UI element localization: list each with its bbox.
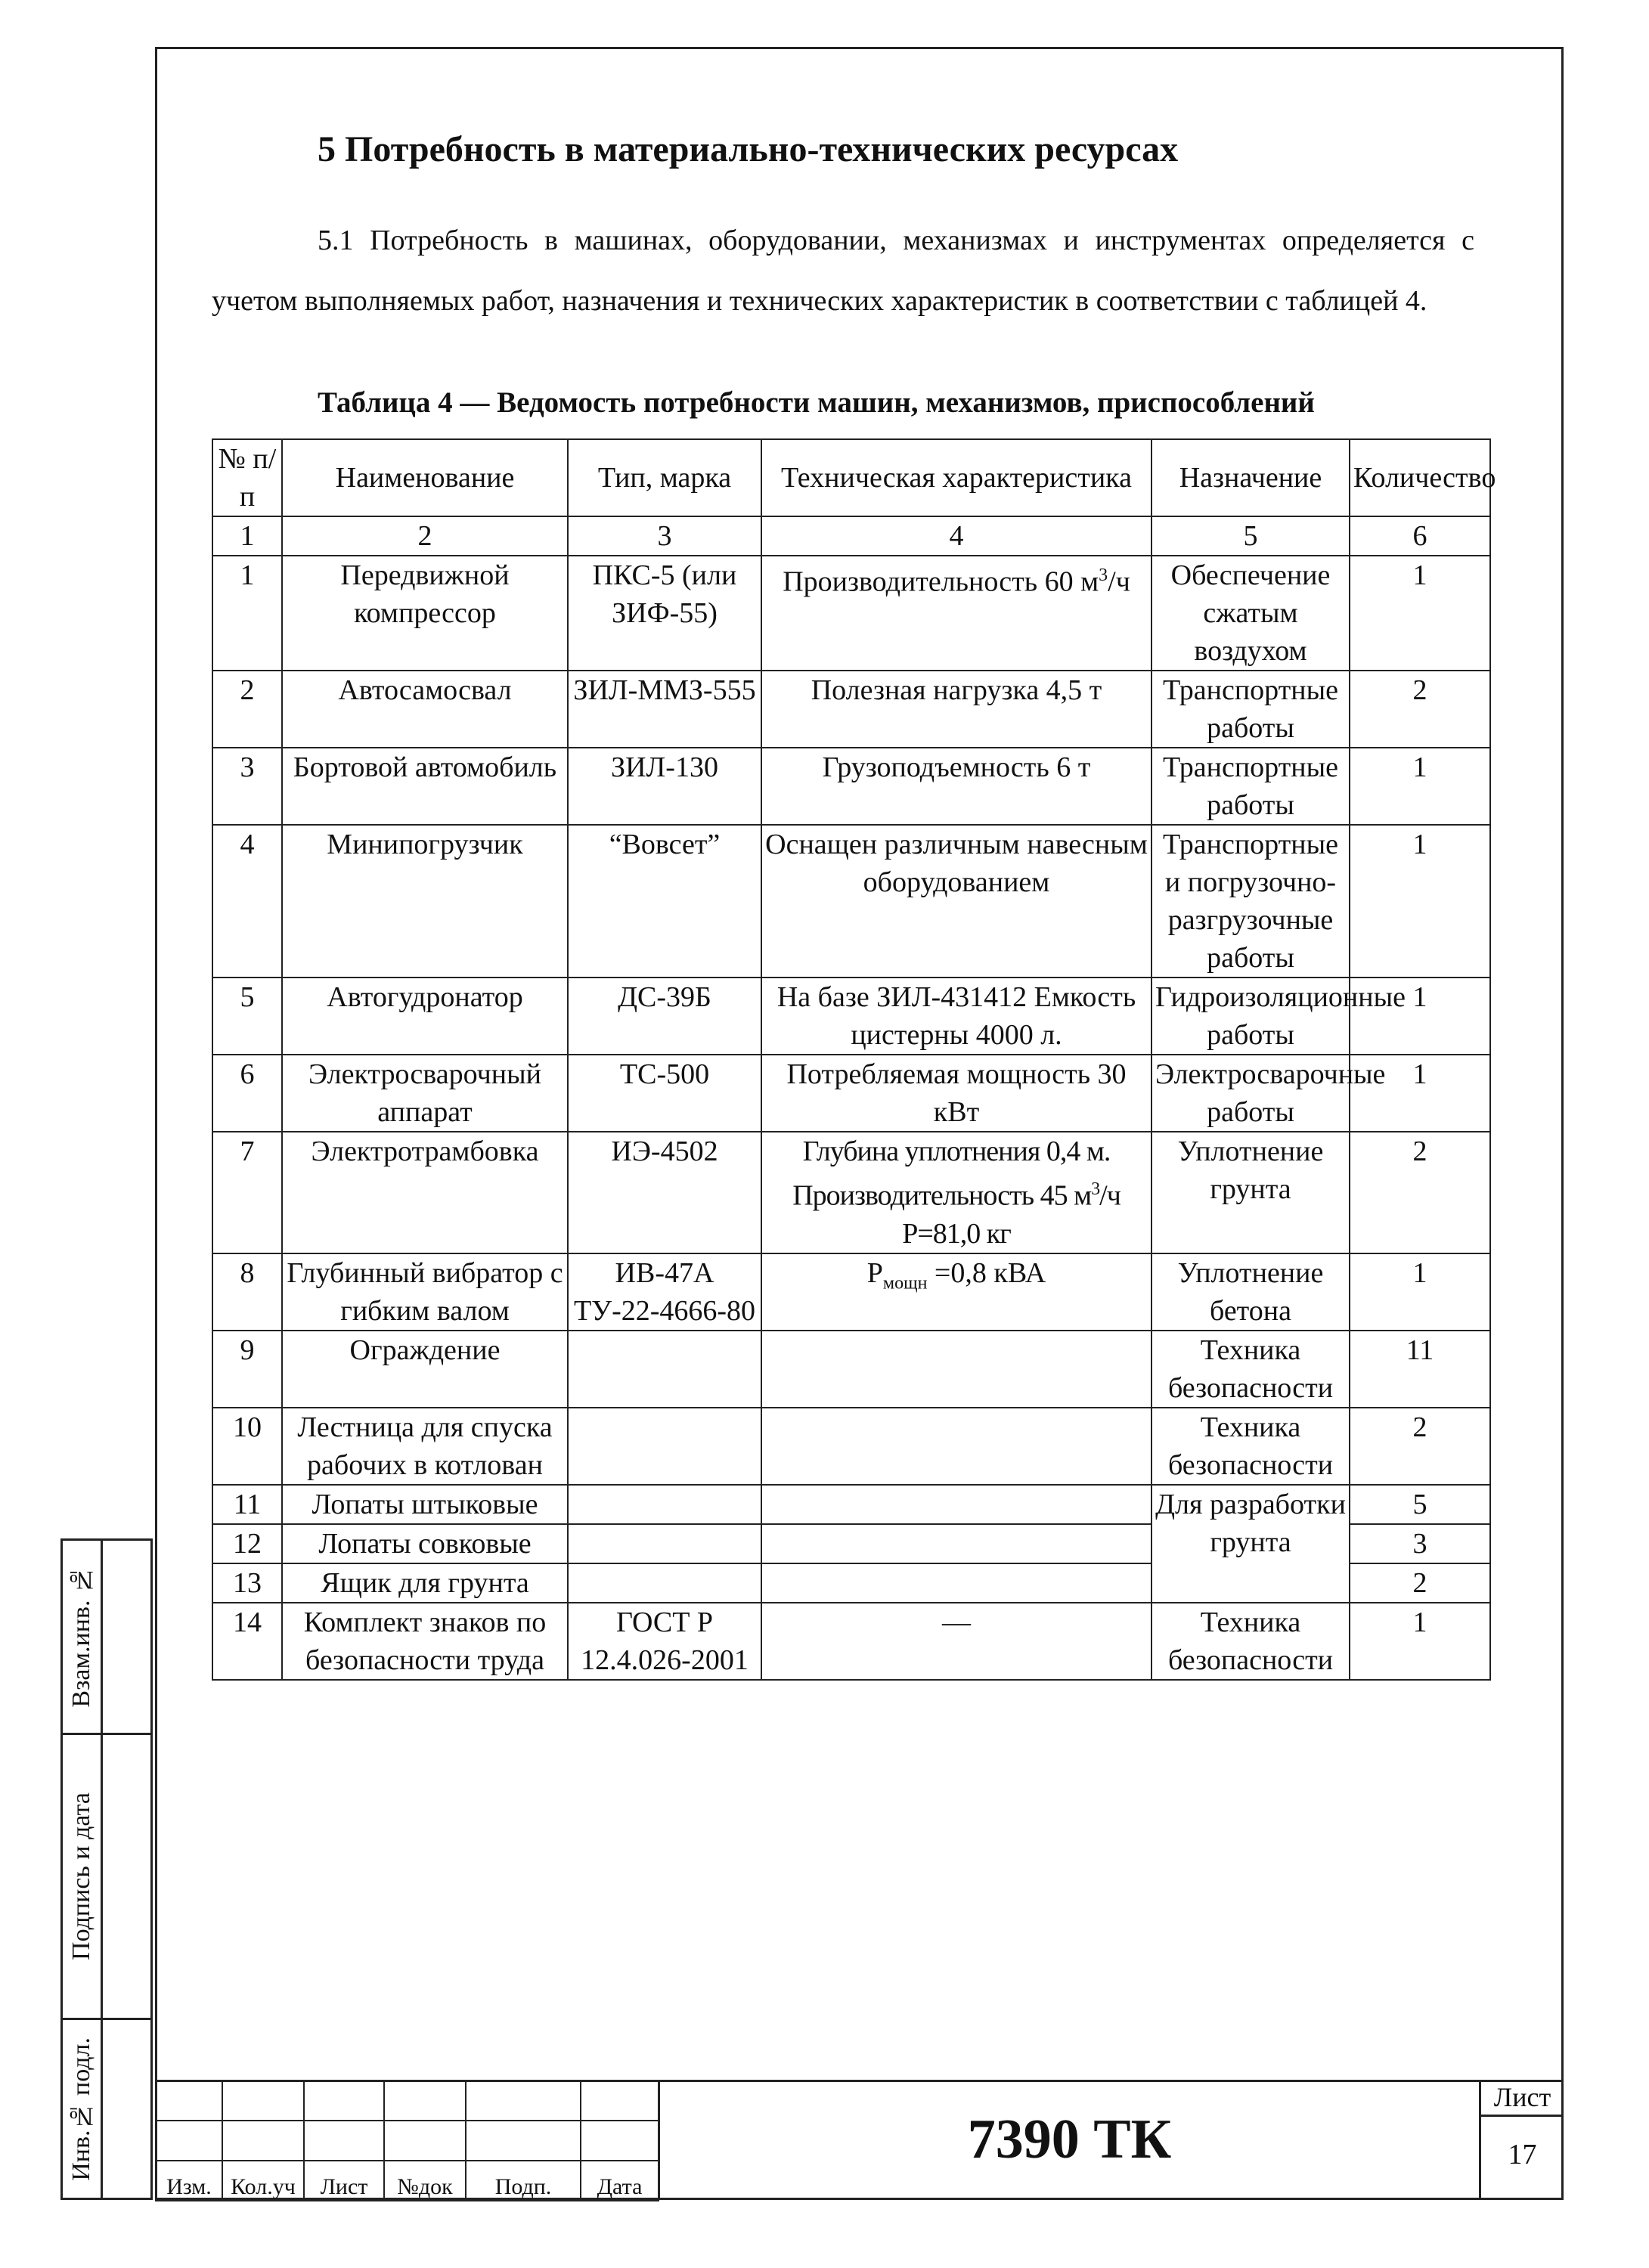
group-purpose: Для разработки грунта xyxy=(1152,1485,1350,1603)
resources-table xyxy=(212,438,1496,1681)
row-number: 10 xyxy=(212,1408,282,1485)
row-number: 9 xyxy=(212,1331,282,1408)
row-quantity: 3 xyxy=(1350,1524,1490,1563)
row-spec: Производительность 60 $м^3/ч$ xyxy=(761,556,1152,671)
row-purpose: Гидроизоляционные работы xyxy=(1152,978,1350,1055)
row-purpose: Транспортные работы xyxy=(1152,671,1350,748)
row-purpose: Электросварочные работы xyxy=(1152,1055,1350,1132)
row-spec: Оснащен различным навесным оборудованием xyxy=(761,825,1152,978)
row-type: ЗИЛ-130 xyxy=(568,748,761,825)
column-number: 4 xyxy=(761,516,1152,556)
sheet-number: 17 xyxy=(1508,2139,1537,2170)
row-quantity: 2 xyxy=(1350,671,1490,748)
row-spec xyxy=(761,1408,1152,1485)
row-spec: На базе ЗИЛ-431412 Емкость цистерны 4000 л. xyxy=(761,978,1152,1055)
row-name: Комплект знаков по безопасности труда xyxy=(282,1603,568,1680)
row-quantity: 1 xyxy=(1350,978,1490,1055)
row-quantity: 1 xyxy=(1350,1603,1490,1680)
row-spec: Потребляемая мощность 30 кВт xyxy=(761,1055,1152,1132)
table-row xyxy=(212,671,1490,748)
row-spec xyxy=(761,1485,1152,1524)
row-name: Автосамосвал xyxy=(282,671,568,748)
row-name: Лопаты совковые xyxy=(282,1524,568,1563)
row-name: Электросварочный аппарат xyxy=(282,1055,568,1132)
row-name: Ящик для грунта xyxy=(282,1563,568,1603)
row-number: 12 xyxy=(212,1524,282,1563)
row-number: 4 xyxy=(212,825,282,978)
row-number: 13 xyxy=(212,1563,282,1603)
row-type xyxy=(568,1563,761,1603)
row-quantity: 5 xyxy=(1350,1485,1490,1524)
row-name: Глубинный вибратор с гибким валом xyxy=(282,1253,568,1331)
side-label-signature: Подпись и дата xyxy=(67,1792,95,1960)
row-spec: Грузоподъемность 6 т xyxy=(761,748,1152,825)
sheet-label: Лист xyxy=(1481,2080,1564,2117)
row-quantity: 11 xyxy=(1350,1331,1490,1408)
row-spec xyxy=(761,1563,1152,1603)
row-purpose: Транспортные работы xyxy=(1152,748,1350,825)
table-row xyxy=(212,1055,1490,1132)
row-spec xyxy=(761,1524,1152,1563)
row-purpose: Транспортные и погрузочно-разгрузочные работы xyxy=(1152,825,1350,978)
row-name: Электротрамбовка xyxy=(282,1132,568,1253)
row-type: ЗИЛ-ММЗ-555 xyxy=(568,671,761,748)
header-cell: Наименование xyxy=(282,439,568,516)
row-number: 8 xyxy=(212,1253,282,1331)
title-block-revisions xyxy=(155,2080,659,2201)
row-number: 5 xyxy=(212,978,282,1055)
row-spec xyxy=(761,1331,1152,1408)
section-title: 5 Потребность в материально-технических ресурсах xyxy=(318,129,1179,169)
row-number: 1 xyxy=(212,556,282,671)
column-number: 6 xyxy=(1350,516,1490,556)
row-type: ГОСТ Р 12.4.026-2001 xyxy=(568,1603,761,1680)
table-row xyxy=(212,1331,1490,1408)
table-row xyxy=(212,825,1490,978)
side-label-inventory: Инв.№ подл. xyxy=(67,2037,95,2181)
row-number: 7 xyxy=(212,1132,282,1253)
row-purpose: Уплотнение бетона xyxy=(1152,1253,1350,1331)
column-number: 3 xyxy=(568,516,761,556)
row-quantity: 1 xyxy=(1350,556,1490,671)
row-quantity: 2 xyxy=(1350,1132,1490,1253)
header-cell: Техническая характеристика xyxy=(761,439,1152,516)
side-cell-inventory xyxy=(60,2018,153,2200)
table-row xyxy=(212,556,1490,671)
row-type xyxy=(568,1331,761,1408)
side-label-replacement: Взам.инв. № xyxy=(67,1566,95,1708)
tb-label-signature: Подп. xyxy=(466,2161,581,2201)
tb-label-sheet: Лист xyxy=(304,2161,384,2201)
header-row xyxy=(212,439,1490,516)
row-name: Минипогрузчик xyxy=(282,825,568,978)
row-quantity: 2 xyxy=(1350,1408,1490,1485)
row-spec: — xyxy=(761,1603,1152,1680)
side-cell-signature xyxy=(60,1733,153,2020)
row-name: Лестница для спуска рабочих в котлован xyxy=(282,1408,568,1485)
sheet-box xyxy=(1479,2080,1564,2200)
table-row xyxy=(212,1132,1490,1253)
row-type: ПКС-5 (или ЗИФ-55) xyxy=(568,556,761,671)
row-purpose: Уплотнение грунта xyxy=(1152,1132,1350,1253)
header-cell: № п/п xyxy=(212,439,282,516)
row-quantity: 1 xyxy=(1350,748,1490,825)
table-row xyxy=(212,1253,1490,1331)
header-cell: Назначение xyxy=(1152,439,1350,516)
row-spec: $Р_{мощн} =0,8$ кВА xyxy=(761,1253,1152,1331)
row-purpose: Техника безопасности xyxy=(1152,1331,1350,1408)
row-type: ИЭ-4502 xyxy=(568,1132,761,1253)
column-number: 5 xyxy=(1152,516,1350,556)
row-quantity: 1 xyxy=(1350,1253,1490,1331)
table-row xyxy=(212,748,1490,825)
tb-label-docno: №док xyxy=(384,2161,466,2201)
row-purpose: Техника безопасности xyxy=(1152,1603,1350,1680)
row-type: “Вовсет” xyxy=(568,825,761,978)
tb-label-count: Кол.уч xyxy=(222,2161,304,2201)
row-type: ДС-39Б xyxy=(568,978,761,1055)
table-row xyxy=(212,1408,1490,1485)
row-purpose: Обеспечение сжатым воздухом xyxy=(1152,556,1350,671)
row-name: Передвижной компрессор xyxy=(282,556,568,671)
row-number: 11 xyxy=(212,1485,282,1524)
row-quantity: 1 xyxy=(1350,1055,1490,1132)
row-type: ИВ-47А ТУ-22-4666-80 xyxy=(568,1253,761,1331)
row-number: 14 xyxy=(212,1603,282,1680)
row-number: 2 xyxy=(212,671,282,748)
row-type: ТС-500 xyxy=(568,1055,761,1132)
tb-label-change: Изм. xyxy=(156,2161,222,2201)
table-row xyxy=(212,1485,1490,1524)
table-row xyxy=(212,1603,1490,1680)
row-purpose: Техника безопасности xyxy=(1152,1408,1350,1485)
row-type xyxy=(568,1485,761,1524)
row-name: Лопаты штыковые xyxy=(282,1485,568,1524)
row-number: 3 xyxy=(212,748,282,825)
side-cell-replacement xyxy=(60,1538,153,1735)
column-number-row xyxy=(212,516,1490,556)
row-type xyxy=(568,1408,761,1485)
row-spec: Глубина уплотнения 0,4 м. Производительность 45 $м^3/ч$ Р=81,0 кг xyxy=(761,1132,1152,1253)
row-type xyxy=(568,1524,761,1563)
tb-label-date: Дата xyxy=(581,2161,659,2201)
column-number: 1 xyxy=(212,516,282,556)
row-spec: Полезная нагрузка 4,5 т xyxy=(761,671,1152,748)
table-caption: Таблица 4 — Ведомость потребности машин, механизмов, приспособлений xyxy=(318,386,1315,419)
row-quantity: 1 xyxy=(1350,825,1490,978)
row-name: Ограждение xyxy=(282,1331,568,1408)
table-row xyxy=(212,978,1490,1055)
row-number: 6 xyxy=(212,1055,282,1132)
header-cell: Количество xyxy=(1350,439,1490,516)
column-number: 2 xyxy=(282,516,568,556)
row-name: Автогудронатор xyxy=(282,978,568,1055)
intro-paragraph: 5.1 Потребность в машинах, оборудовании, механизмах и инструментах определяется с учетом выполняемых работ, назначения и технических характеристик в соответствии с таблицей 4. xyxy=(212,225,1474,317)
row-quantity: 2 xyxy=(1350,1563,1490,1603)
document-code: 7390 ТК xyxy=(658,2080,1479,2200)
row-name: Бортовой автомобиль xyxy=(282,748,568,825)
header-cell: Тип, марка xyxy=(568,439,761,516)
